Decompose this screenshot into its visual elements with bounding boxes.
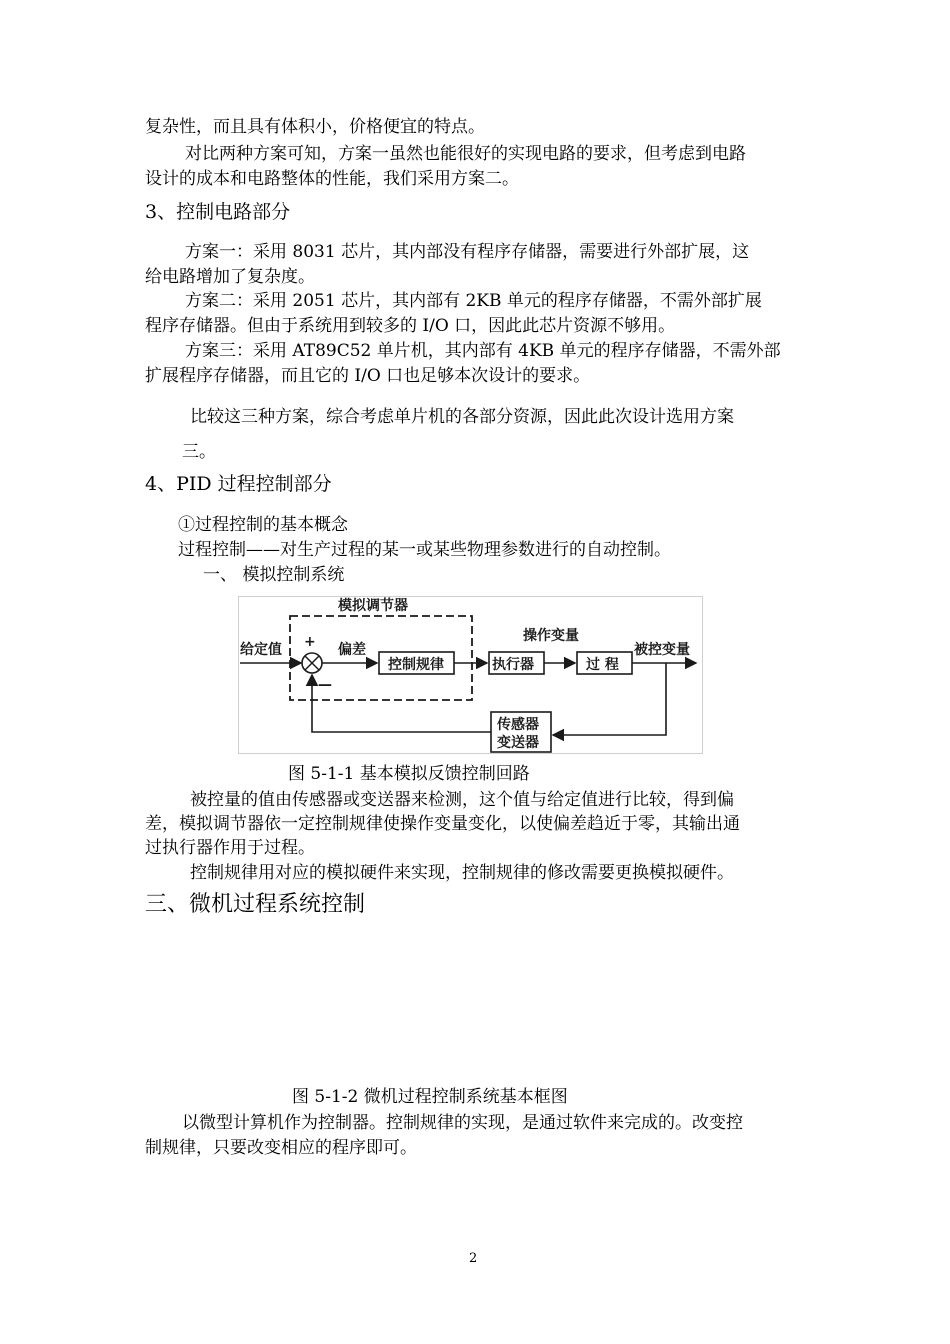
para-line: 设计的成本和电路整体的性能，我们采用方案二。 [145, 169, 519, 189]
error-label: 偏差 [338, 642, 366, 658]
para-line: 复杂性，而且具有体积小，价格便宜的特点。 [145, 117, 485, 137]
actuator-label: 执行器 [492, 657, 534, 673]
chapter-heading: 三、微机过程系统控制 [145, 892, 366, 917]
setpoint-label: 给定值 [240, 642, 282, 658]
option-1-line: 给电路增加了复杂度。 [145, 267, 315, 287]
plus-sign: + [304, 634, 316, 650]
section-heading-3: 3、控制电路部分 [145, 201, 291, 223]
conclusion-line: 三。 [182, 442, 216, 462]
option-3-line: 方案三：采用 AT89C52 单片机，其内部有 4KB 单元的程序存储器，不需外部 [185, 341, 781, 361]
figure-caption: 图 5-1-2 微机过程控制系统基本框图 [292, 1087, 568, 1107]
minus-sign: — [318, 677, 332, 693]
section-heading-4: 4、PID 过程控制部分 [145, 473, 332, 495]
regulator-label: 模拟调节器 [338, 598, 408, 614]
option-2-line: 程序存储器。但由于系统用到较多的 I/O 口，因此此芯片资源不够用。 [145, 316, 676, 336]
concept-title: ①过程控制的基本概念 [178, 515, 348, 535]
explanation-line: 差，模拟调节器依一定控制规律使操作变量变化，以使偏差趋近于零，其输出通 [145, 814, 740, 834]
diagram-frame [239, 597, 703, 754]
sensor-label: 传感器 [497, 717, 539, 733]
para-line: 对比两种方案可知，方案一虽然也能很好的实现电路的要求，但考虑到电路 [185, 144, 746, 164]
feedback-path-out [312, 675, 491, 732]
body-line: 制规律，只要改变相应的程序即可。 [145, 1138, 417, 1158]
page-number: 2 [469, 1251, 478, 1266]
controlled-variable-label: 被控变量 [634, 642, 690, 658]
conclusion-line: 比较这三种方案，综合考虑单片机的各部分资源，因此此次设计选用方案 [190, 407, 734, 427]
body-line: 以微型计算机作为控制器。控制规律的实现，是通过软件来完成的。改变控 [182, 1113, 743, 1133]
analog-feedback-diagram [238, 596, 703, 754]
explanation-line: 过执行器作用于过程。 [145, 838, 315, 858]
option-2-line: 方案二：采用 2051 芯片，其内部有 2KB 单元的程序存储器，不需外部扩展 [185, 291, 762, 311]
option-1-line: 方案一：采用 8031 芯片，其内部没有程序存储器，需要进行外部扩展，这 [185, 242, 750, 262]
manipulated-variable-label: 操作变量 [523, 628, 579, 644]
process-label: 过 程 [586, 657, 619, 673]
subsection-title: 一、 模拟控制系统 [203, 565, 345, 585]
figure-caption: 图 5-1-1 基本模拟反馈控制回路 [288, 764, 530, 784]
control-law-label: 控制规律 [388, 657, 444, 673]
option-3-line: 扩展程序存储器，而且它的 I/O 口也足够本次设计的要求。 [145, 366, 591, 386]
explanation-line: 被控量的值由传感器或变送器来检测，这个值与给定值进行比较，得到偏 [190, 790, 734, 810]
explanation-line: 控制规律用对应的模拟硬件来实现，控制规律的修改需要更换模拟硬件。 [190, 863, 734, 883]
transmitter-label: 变送器 [497, 735, 539, 751]
concept-definition: 过程控制——对生产过程的某一或某些物理参数进行的自动控制。 [178, 540, 671, 560]
